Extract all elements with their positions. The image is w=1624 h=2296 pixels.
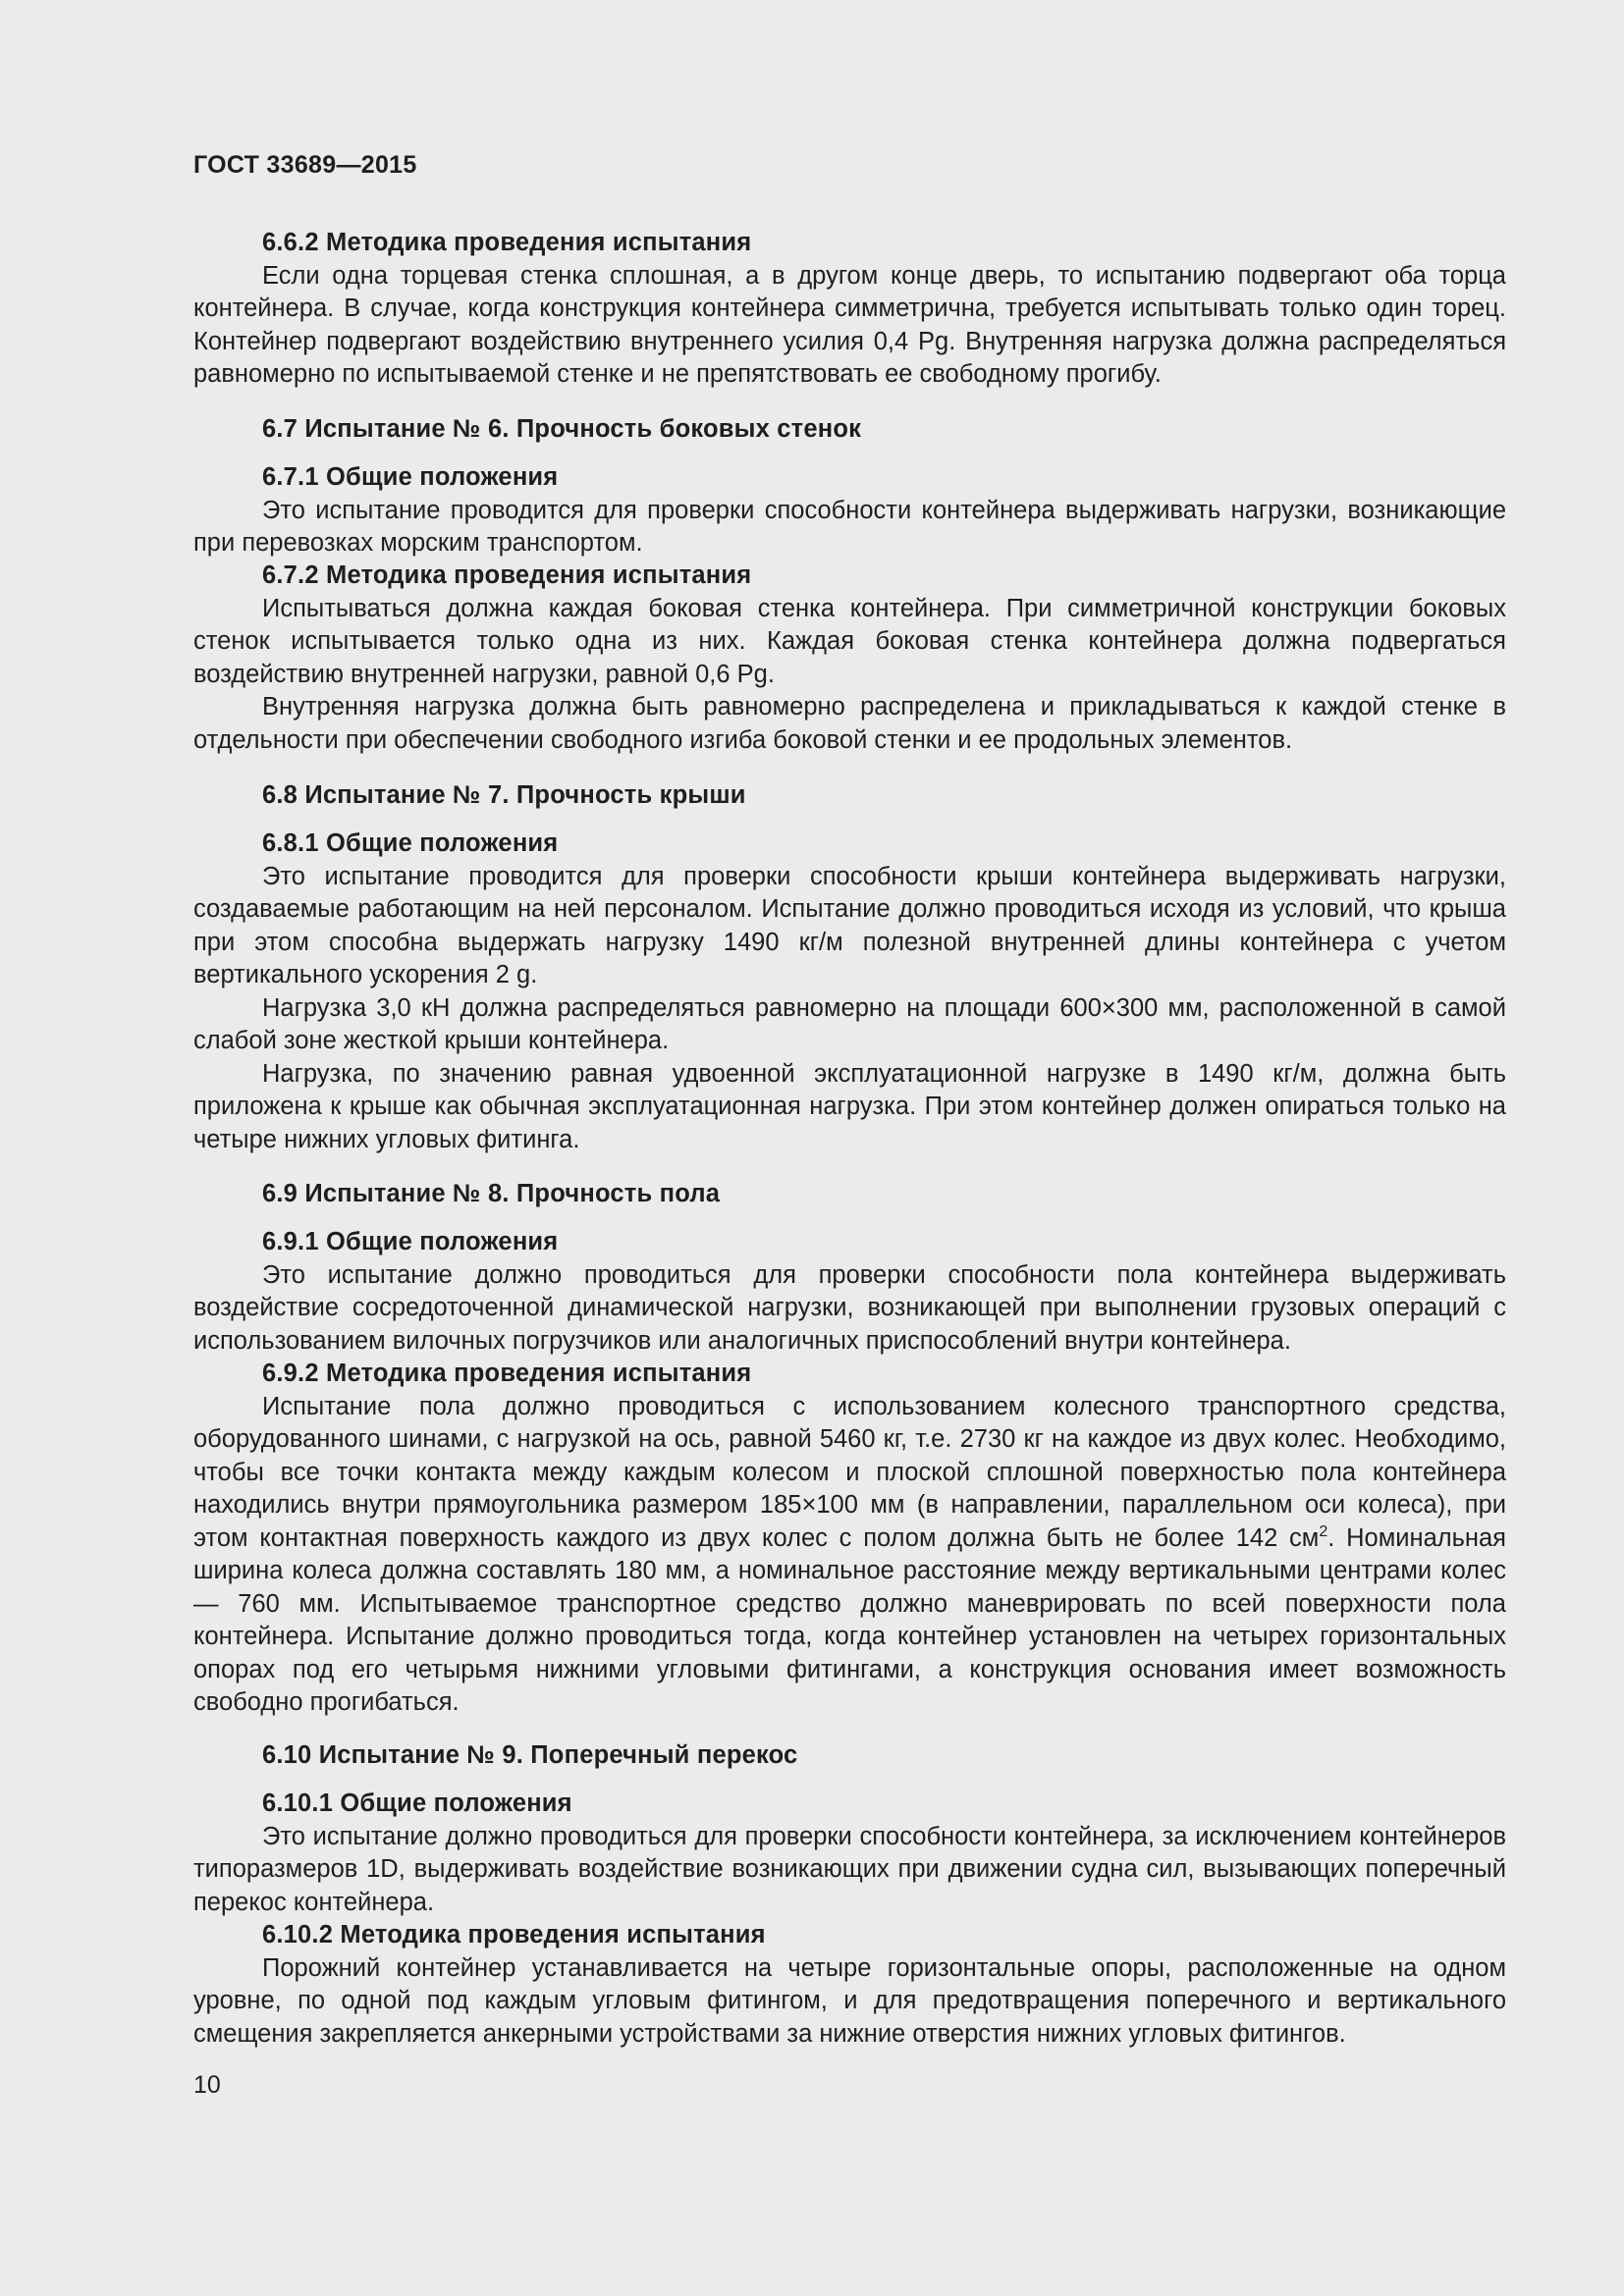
section-heading: 6.10.1 Общие положения: [262, 1789, 572, 1817]
paragraph: [193, 1391, 1506, 1720]
section-heading: 6.8 Испытание № 7. Прочность крыши: [262, 781, 746, 809]
superscript: 2: [1319, 1522, 1328, 1540]
section-6-9-2: [193, 1358, 1506, 1720]
section-6-9-1: [193, 1226, 1506, 1358]
page-number: 10: [193, 2071, 221, 2099]
paragraph: Это испытание должно проводиться для проверки способности пола контейнера выдерживать воздействие сосредоточенной динамической нагрузки, возникающей при выполнении грузовых операций с использованием вилочных погрузчиков или аналогичных приспособлений внутри контейнера.: [193, 1260, 1506, 1355]
section-heading: 6.7.1 Общие положения: [262, 463, 559, 491]
paragraph: Испытываться должна каждая боковая стенка контейнера. При симметричной конструкции боковых стенок испытывается только одна из них. Каждая боковая стенка контейнера должна подвергаться воздействию внутренней нагрузки, равной 0,6 Pg.: [193, 594, 1506, 688]
section-heading: 6.10 Испытание № 9. Поперечный перекос: [262, 1741, 798, 1769]
section-6-9: [193, 1178, 1506, 1211]
paragraph: Это испытание проводится для проверки способности крыши контейнера выдерживать нагрузки, создаваемые работающим на ней персоналом. Испытание должно проводиться исходя из условий, что крыша при этом способна выдержать нагрузку 1490 кг/м полезной внутренней длины контейнера с учетом вертикального ускорения 2 g.: [193, 862, 1506, 988]
section-heading: 6.9 Испытание № 8. Прочность пола: [262, 1180, 721, 1207]
section-6-7-1: [193, 461, 1506, 561]
paragraph: Это испытание проводится для проверки способности контейнера выдерживать нагрузки, возникающие при перевозках морским транспортом.: [193, 496, 1506, 557]
paragraph: Порожний контейнер устанавливается на четыре горизонтальные опоры, расположенные на одном уровне, по одной под каждым угловым фитингом, и для предотвращения поперечного и вертикального смещения закрепляется анкерными устройствами за нижние отверстия нижних угловых фитингов.: [193, 1953, 1506, 2048]
paragraph: Нагрузка 3,0 кН должна распределяться равномерно на площади 600×300 мм, расположенной в самой слабой зоне жесткой крыши контейнера.: [193, 993, 1506, 1054]
section-6-10-1: [193, 1788, 1506, 1919]
document-header: ГОСТ 33689—2015: [193, 151, 417, 179]
paragraph: Нагрузка, по значению равная удвоенной эксплуатационной нагрузке в 1490 кг/м, должна быть приложена к крыше как обычная эксплуатационная нагрузка. При этом контейнер должен опираться только на четыре нижних угловых фитинга.: [193, 1059, 1506, 1153]
paragraph: Если одна торцевая стенка сплошная, а в другом конце дверь, то испытанию подвергают оба торца контейнера. В случае, когда конструкция контейнера симметрична, требуется испытывать только один торец. Контейнер подвергают воздействию внутреннего усилия 0,4 Pg. Внутренняя нагрузка должна распределяться равномерно по испытываемой стенке и не препятствовать ее свободному прогибу.: [193, 261, 1506, 388]
section-6-8-1: [193, 828, 1506, 1156]
section-6-10-2: [193, 1919, 1506, 2051]
section-heading: 6.10.2 Методика проведения испытания: [262, 1921, 766, 1949]
section-6-7-2: [193, 560, 1506, 757]
section-heading: 6.7 Испытание № 6. Прочность боковых стенок: [262, 415, 862, 443]
section-heading: 6.8.1 Общие положения: [262, 829, 559, 857]
paragraph: Внутренняя нагрузка должна быть равномерно распределена и прикладываться к каждой стенке в отдельности при обеспечении свободного изгиба боковой стенки и ее продольных элементов.: [193, 693, 1506, 754]
section-heading: 6.7.2 Методика проведения испытания: [262, 561, 752, 589]
section-heading: 6.9.1 Общие положения: [262, 1228, 559, 1255]
section-6-6-2: [193, 227, 1506, 392]
paragraph: Это испытание должно проводиться для проверки способности контейнера, за исключением контейнеров типоразмеров 1D, выдерживать воздействие возникающих при движении судна сил, вызывающих поперечный перекос контейнера.: [193, 1822, 1506, 1916]
paragraph-text-part: . Номинальная ширина колеса должна составлять 180 мм, а номинальное расстояние между вертикальными центрами колес — 760 мм. Испытываемое транспортное средство должно маневрировать по всей поверхности пола контейнера. Испытание должно проводиться тогда, когда контейнер установлен на четырех горизонтальных опорах под его четырьмя нижними угловыми фитингами, а конструкция основания имеет возможность свободно прогибаться.: [193, 1523, 1506, 1716]
section-6-10: [193, 1739, 1506, 1773]
section-heading: 6.9.2 Методика проведения испытания: [262, 1360, 752, 1387]
section-heading: 6.6.2 Методика проведения испытания: [262, 229, 752, 256]
paragraph-text-part: Испытание пола должно проводиться с использованием колесного транспортного средства, оборудованного шинами, с нагрузкой на ось, равной 5460 кг, т.е. 2730 кг на каждое из двух колес. Необходимо, чтобы все точки контакта между каждым колесом и плоской сплошной поверхностью пола контейнера находились внутри прямоугольника размером 185×100 мм (в направлении, параллельном оси колеса), при этом контактная поверхность каждого из двух колес с полом должна быть не более 142 см: [193, 1392, 1506, 1552]
section-6-8: [193, 779, 1506, 813]
section-6-7: [193, 413, 1506, 447]
